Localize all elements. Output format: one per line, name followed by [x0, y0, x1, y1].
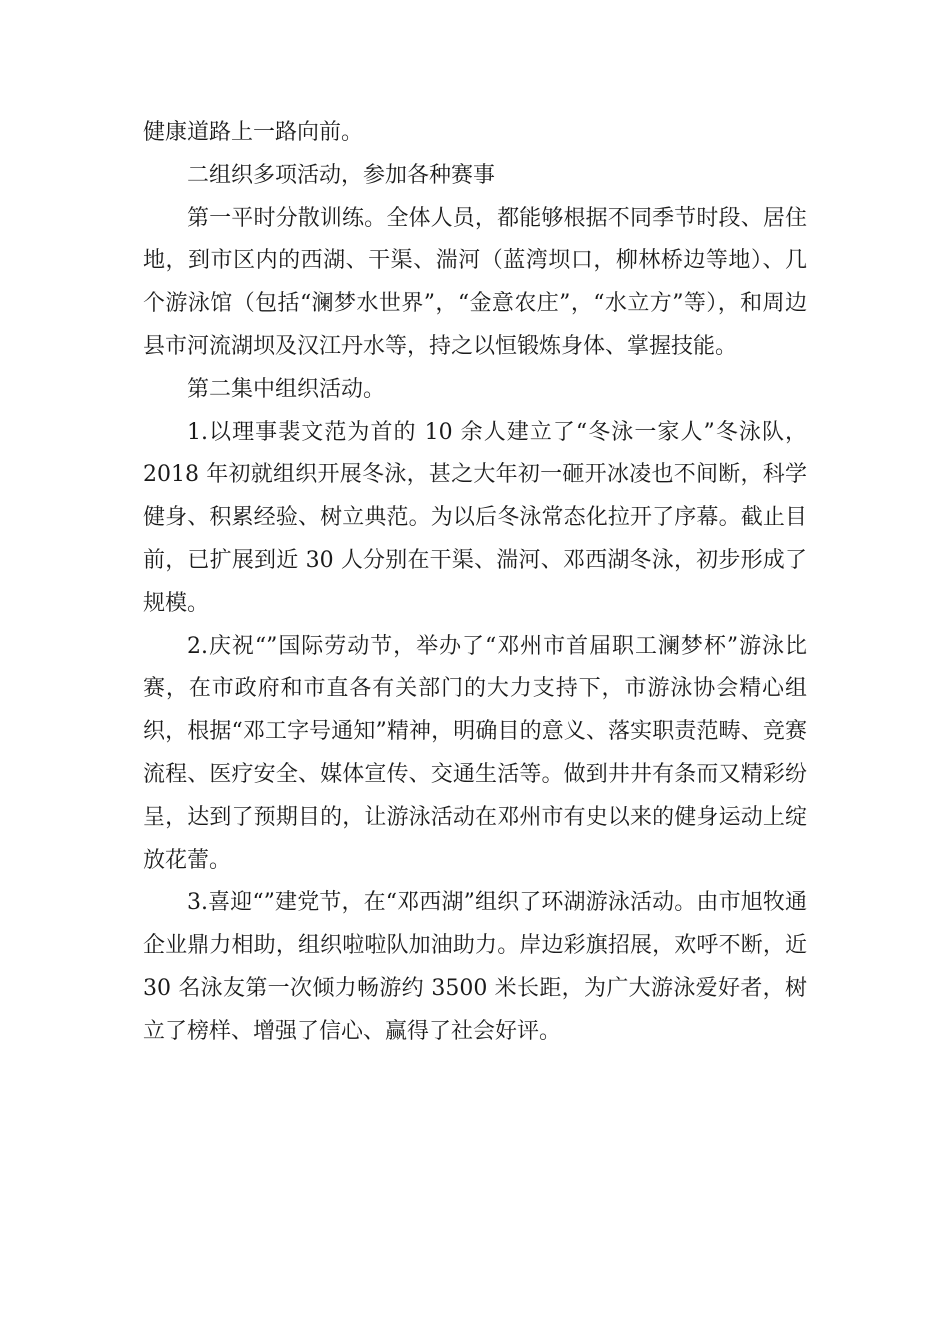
paragraph-item-2: 2.庆祝“”国际劳动节，举办了“邓州市首届职工澜梦杯”游泳比赛，在市政府和市直各有关部门的大力支持下，市游泳协会精心组织，根据“邓工字号通知”精神，明确目的意义、落实职责范畴、竞赛流程、医疗安全、媒体宣传、交通生活等。做到井井有条而又精彩纷呈，达到了预期目的，让游泳活动在邓州市有史以来的健身运动上绽放花蕾。 — [143, 633, 807, 873]
paragraph-training: 第一平时分散训练。全体人员，都能够根据不同季节时段、居住地，到市区内的西湖、干渠、湍河（蓝湾坝口，柳林桥边等地）、几个游泳馆（包括“澜梦水世界”，“金意农庄”，“水立方”等），和周边县市河流湖坝及汉江丹水等，持之以恒锻炼身体、掌握技能。 — [143, 205, 807, 359]
paragraph-continuation: 健康道路上一路向前。 — [143, 120, 364, 145]
document-body — [143, 112, 807, 1054]
section-heading: 二组织多项活动，参加各种赛事 — [187, 162, 496, 188]
paragraph-heading-activities: 第二集中组织活动。 — [187, 376, 386, 402]
paragraph-item-1: 1.以理事裴文范为首的 10 余人建立了“冬泳一家人”冬泳队，2018 年初就组织开展冬泳，甚之大年初一砸开冰凌也不间断，科学健身、积累经验、树立典范。为以后冬泳常态化拉开了序幕。截止目前，已扩展到近 30 人分别在干渠、湍河、邓西湖冬泳，初步形成了规模。 — [143, 419, 807, 616]
paragraph-item-3: 3.喜迎“”建党节，在“邓西湖”组织了环湖游泳活动。由市旭牧通企业鼎力相助，组织啦啦队加油助力。岸边彩旗招展，欢呼不断，近 30 名泳友第一次倾力畅游约 3500 米长距，为广大游泳爱好者，树立了榜样、增强了信心、赢得了社会好评。 — [143, 890, 807, 1044]
